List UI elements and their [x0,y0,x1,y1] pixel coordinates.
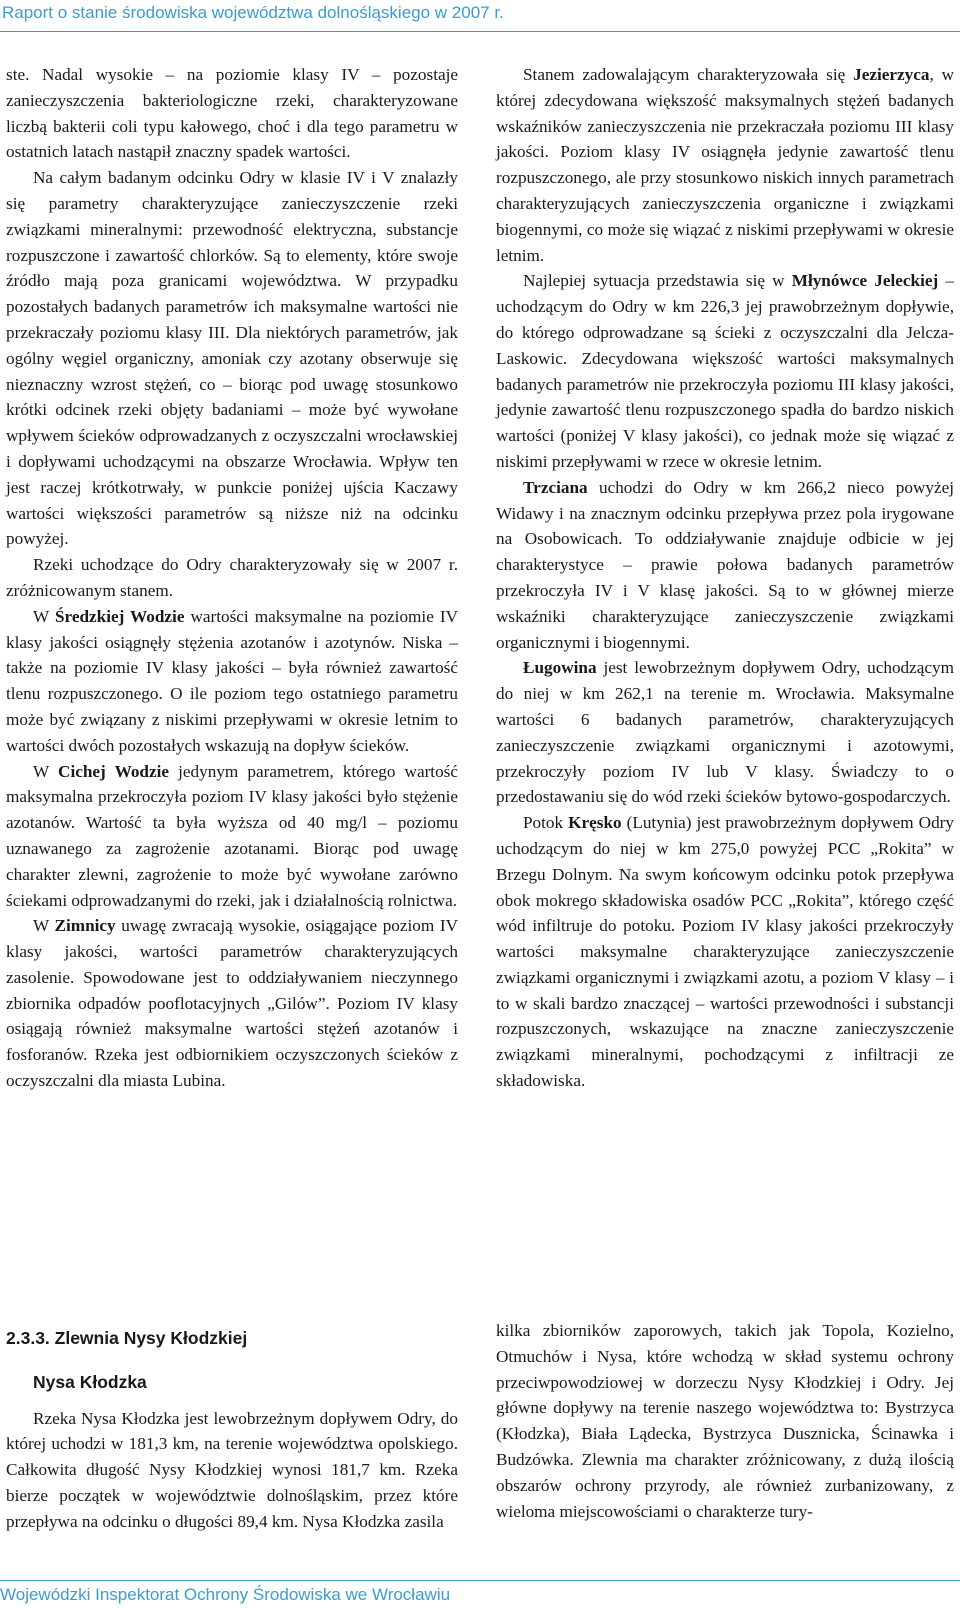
paragraph: W Cichej Wodzie jedynym parametrem, którego wartość maksymalna przekroczyła poziom IV klasy jakości było stężenie azotanów. Wartość ta była wyższa od 40 mg/l – poziomu uznawanego za zagrożenie azotanami. Biorąc pod uwagę charakter zlewni, zagrożenie to może być wywołane zarówno ściekami odprowadzanymi do rzeki, jak i działalnością rolnictwa. [6,761,458,910]
section-right-column [496,1318,954,1524]
right-column [496,62,954,1094]
paragraph: Potok Kręsko (Lutynia) jest prawobrzeżnym dopływem Odry uchodzącym do niej w km 275,0 powyżej PCC „Rokita” w Brzegu Dolnym. Na swym końcowym odcinku potok przepływa obok mokrego składowiska osadów PCC „Rokita”, którego część wód infiltruje do potoku. Poziom IV klasy jakości przekroczyły wartości maksymalne charakteryzujące zanieczyszczenie związkami organicznymi i związkami azotu, a poziom V klasy – i to w skali bardzo znaczącej – wartości przewodności i substancji rozpuszczonych, wskazujące na znaczne zanieczyszczenie związkami mineralnymi, pochodzącymi z infiltracji ze składowiska. [496,813,954,1091]
river-name: Cichej Wodzie [58,761,170,781]
river-name: Młynówce Jeleckiej [791,271,939,291]
footer-divider [0,1580,960,1581]
paragraph: Rzeki uchodzące do Odry charakteryzowały się w 2007 r. zróżnicowanym stanem. [6,555,458,600]
paragraph: Najlepiej sytuacja przedstawia się w Młynówce Jeleckiej – uchodzącym do Odry w km 226,3 jej prawobrzeżnym dopływie, do którego odprowadzane są ścieki z oczyszczalni dla Jelcza-Laskowic. Zdecydowana większość wartości maksymalnych badanych parametrów nie przekroczyła poziomu III klasy jakości, jedynie zawartość tlenu rozpuszczonego spadła do bardzo niskich wartości (poniżej V klasy jakości), co jednak może się wiązać z niskimi przepływami w rzece w okresie letnim. [496,271,955,471]
header-title: Raport o stanie środowiska województwa dolnośląskiego w 2007 r. [2,3,504,22]
paragraph: W Zimnicy uwagę zwracają wysokie, osiągające poziom IV klasy jakości, wartości parametrów charakteryzujących zasolenie. Spowodowane jest to oddziaływaniem nieczynnego zbiornika odpadów pooflotacyjnych „Gilów”. Poziom IV klasy osiągają również maksymalne wartości stężeń azotanów i fosforanów. Rzeka jest odbiornikiem oczyszczonych ścieków z oczyszczalni dla miasta Lubina. [6,916,458,1091]
page-footer [0,1584,960,1609]
paragraph: ste. Nadal wysokie – na poziomie klasy IV – pozostaje zanieczyszczenia bakteriologiczne rzeki, charakteryzowane liczbą bakterii coli typu kałowego, choć i dla tego parametru w ostatnich latach nastąpił znaczny spadek wartości. [6,65,458,162]
page-header [0,0,960,32]
river-name: Kręsko [568,813,622,833]
paragraph: Ługowina jest lewobrzeżnym dopływem Odry, uchodzącym do niej w km 262,1 na terenie m. Wrocławia. Maksymalne wartości 6 badanych parametrów, charakteryzujących zanieczyszczenie związkami organicznymi i azotowymi, przekroczyły poziom IV lub V klasy. Świadczy to o przedostawaniu się do wód rzeki ścieków bytowo-gospodarczych. [496,658,954,807]
footer-text: Wojewódzki Inspektorat Ochrony Środowiska we Wrocławiu [0,1585,451,1604]
paragraph: Na całym badanym odcinku Odry w klasie IV i V znalazły się parametry charakteryzujące zanieczyszczenie rzeki związkami mineralnymi: przewodność elektryczna, substancje rozpuszczone i zawartość chlorków. Są to elementy, które swoje źródło mają poza granicami województwa. W przypadku pozostałych badanych parametrów ich maksymalne wartości nie przekraczały poziomu klasy III. Dla niektórych parametrów, jak ogólny węgiel organiczny, amoniak czy azotany obserwuje się nieznaczny wzrost stężeń, co – biorąc pod uwagę stosunkowo krótki odcinek rzeki objęty badaniami – może być wywołane wpływem ścieków odprowadzanych z oczyszczalni wrocławskiej i dopływami uchodzącymi na obszarze Wrocławia. Wpływ ten jest raczej krótkotrwały, w punkcie poniżej ujścia Kaczawy wartości większości parametrów są niższe niż na odcinku powyżej. [6,168,458,549]
paragraph: kilka zbiorników zaporowych, takich jak Topola, Kozielno, Otmuchów i Nysa, które wchodzą w skład systemu ochrony przeciwpowodziowej w dorzeczu Nysy Kłodzkiej i Odry. Jej główne dopływy na terenie naszego województwa to: Bystrzyca (Kłodzka), Biała Lądecka, Bystrzyca Dusznicka, Ścinawka i Budzówka. Zlewnia ma charakter zróżnicowany, z dużą ilością obszarów ochrony przyrody, ale również zurbanizowany, z wieloma miejscowościami o charakterze tury- [496,1321,954,1521]
section-left-column [6,1318,458,1535]
river-name: Jezierzyca [853,65,930,84]
paragraph: Rzeka Nysa Kłodzka jest lewobrzeżnym dopływem Odry, do której uchodzi w 181,3 km, na terenie województwa opolskiego. Całkowita długość Nysy Kłodzkiej wynosi 181,7 km. Rzeka bierze początek w województwie dolnośląskim, przez które przepływa na odcinku o długości 89,4 km. Nysa Kłodzka zasila [6,1408,458,1531]
paragraph: Trzciana uchodzi do Odry w km 266,2 nieco powyżej Widawy i na znacznym odcinku przepływa przez pola irygowane na Osobowicach. To oddziaływanie znajduje odbicie w jej charakterystyce – prawie połowa badanych parametrów przekroczyła IV i V klasę jakości. Są to w głównej mierze wskaźniki charakteryzujące zanieczyszczenie związkami organicznymi i biogennymi. [496,477,954,652]
subsection-title: Nysa Kłodzka [33,1371,147,1392]
river-name: Trzciana [523,477,588,497]
river-name: Ługowina [523,658,597,678]
paragraph: Stanem zadowalającym charakteryzowała się Jezierzyca, w której zdecydowana większość maksymalnych stężeń badanych wskaźników zanieczyszczenia nie przekraczała poziomu III klasy jakości. Poziom klasy IV osiągnęła jedynie zawartość tlenu rozpuszczonego, ale przy stosunkowo niskich innych parametrach charakteryzujących zanieczyszczenia organiczne i związkami biogennymi, co może się wiązać z niskimi przepływami w okresie letnim. [496,65,954,265]
left-column [6,62,458,1094]
river-name: Średzkiej Wodzie [54,606,185,626]
paragraph: W Średzkiej Wodzie wartości maksymalne na poziomie IV klasy jakości osiągnęły stężenia azotanów i azotynów. Niska – także na poziomie IV klasy jakości – była również zawartość tlenu rozpuszczonego. O ile poziom tego ostatniego parametru może być związany z niskimi przepływami w okresie letnim to wartości dwóch pozostałych wskazują na dopływ ścieków. [6,606,458,755]
river-name: Zimnicy [54,916,116,936]
section-title: 2.3.3. Zlewnia Nysy Kłodzkiej [6,1328,248,1348]
header-divider [0,31,960,32]
